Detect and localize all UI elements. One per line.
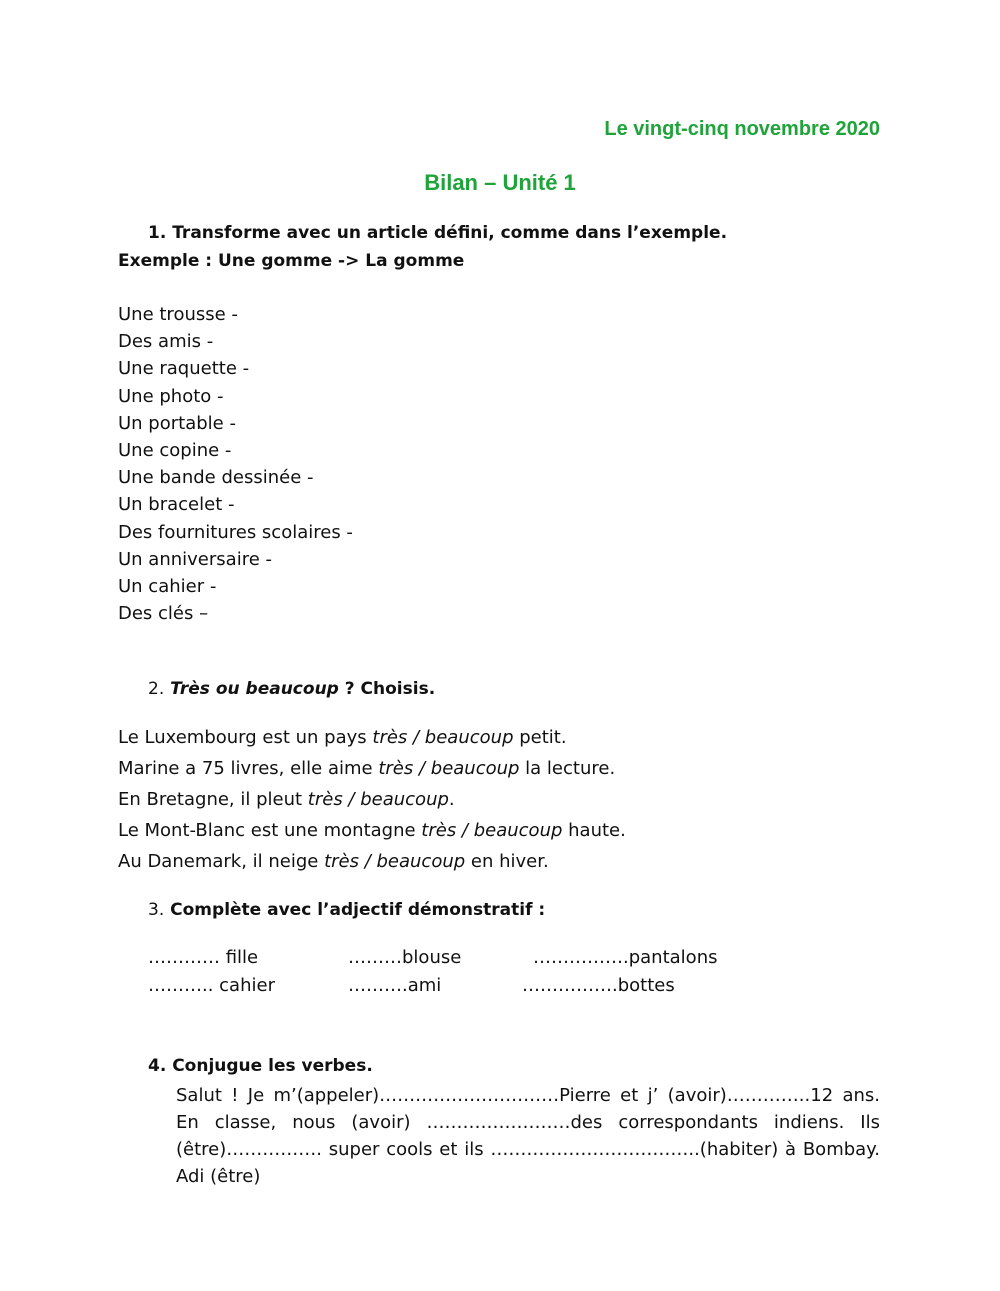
exercise-2-heading-italic: Très ou beaucoup (170, 679, 339, 699)
exercise-2-sentence (118, 820, 626, 841)
sentence-text: Le Luxembourg est un pays (118, 727, 373, 748)
sentence-text: . (448, 789, 455, 810)
sentence-text: en hiver. (465, 851, 549, 872)
exercise-3-heading (148, 900, 545, 920)
demonstrative-blank: ……….. cahier (148, 975, 275, 996)
demonstrative-blank: ………blouse (348, 947, 462, 968)
exercise-2-heading (148, 679, 435, 699)
sentence-choice: très / beaucoup (324, 851, 466, 872)
exercise-1-item: Un cahier - (118, 576, 217, 597)
exercise-3-heading-text: Complète avec l’adjectif démonstratif : (170, 900, 546, 920)
sentence-choice: très / beaucoup (378, 758, 520, 779)
sentence-text: haute. (562, 820, 626, 841)
exercise-4-paragraph: Salut ! Je m’(appeler)…………………………Pierre et j’ (avoir)…………..12 ans. En classe, nous (avoir) ……………………des correspondants indiens. Ils (être)……………. super cools et ils ……………………………..(habiter) à Bombay. Adi (être) (176, 1085, 880, 1187)
exercise-2-sentence (118, 727, 567, 748)
sentence-text: petit. (513, 727, 567, 748)
exercise-1-item: Un bracelet - (118, 494, 235, 515)
exercise-1-example: Exemple : Une gomme -> La gomme (118, 251, 465, 271)
sentence-choice: très / beaucoup (372, 727, 514, 748)
demonstrative-blank: ………… fille (148, 947, 259, 968)
exercise-3-number: 3. (148, 900, 165, 920)
exercise-1-item: Des amis - (118, 331, 214, 352)
exercise-2-sentence (118, 789, 455, 810)
exercise-1-item: Une photo - (118, 386, 224, 407)
sentence-text: la lecture. (519, 758, 616, 779)
exercise-1-item: Un anniversaire - (118, 549, 272, 570)
exercise-1-heading: 1. Transforme avec un article défini, comme dans l’exemple. (148, 223, 728, 243)
sentence-text: Au Danemark, il neige (118, 851, 325, 872)
exercise-4-heading: 4. Conjugue les verbes. (148, 1056, 373, 1076)
sentence-text: Le Mont-Blanc est une montagne (118, 820, 422, 841)
exercise-1-item: Une trousse - (118, 304, 238, 325)
demonstrative-blank: …………….pantalons (533, 947, 718, 968)
sentence-choice: très / beaucoup (307, 789, 449, 810)
sentence-text: Marine a 75 livres, elle aime (118, 758, 379, 779)
demonstrative-blank: ……….ami (348, 975, 442, 996)
exercise-2-number: 2. (148, 679, 165, 699)
exercise-1-item: Un portable - (118, 413, 236, 434)
exercise-1-item: Des clés – (118, 603, 209, 624)
exercise-2-sentence (118, 851, 549, 872)
exercise-1-item: Une bande dessinée - (118, 467, 314, 488)
date-line: Le vingt-cinq novembre 2020 (604, 118, 880, 140)
demonstrative-blank: …………….bottes (522, 975, 675, 996)
sentence-text: En Bretagne, il pleut (118, 789, 308, 810)
exercise-1-item: Des fournitures scolaires - (118, 522, 353, 543)
exercise-2-heading-rest: ? Choisis. (338, 679, 436, 699)
exercise-2-sentence (118, 758, 615, 779)
page-title: Bilan – Unité 1 (424, 170, 576, 195)
exercise-1-item: Une raquette - (118, 358, 250, 379)
exercise-1-item: Une copine - (118, 440, 232, 461)
sentence-choice: très / beaucoup (421, 820, 563, 841)
